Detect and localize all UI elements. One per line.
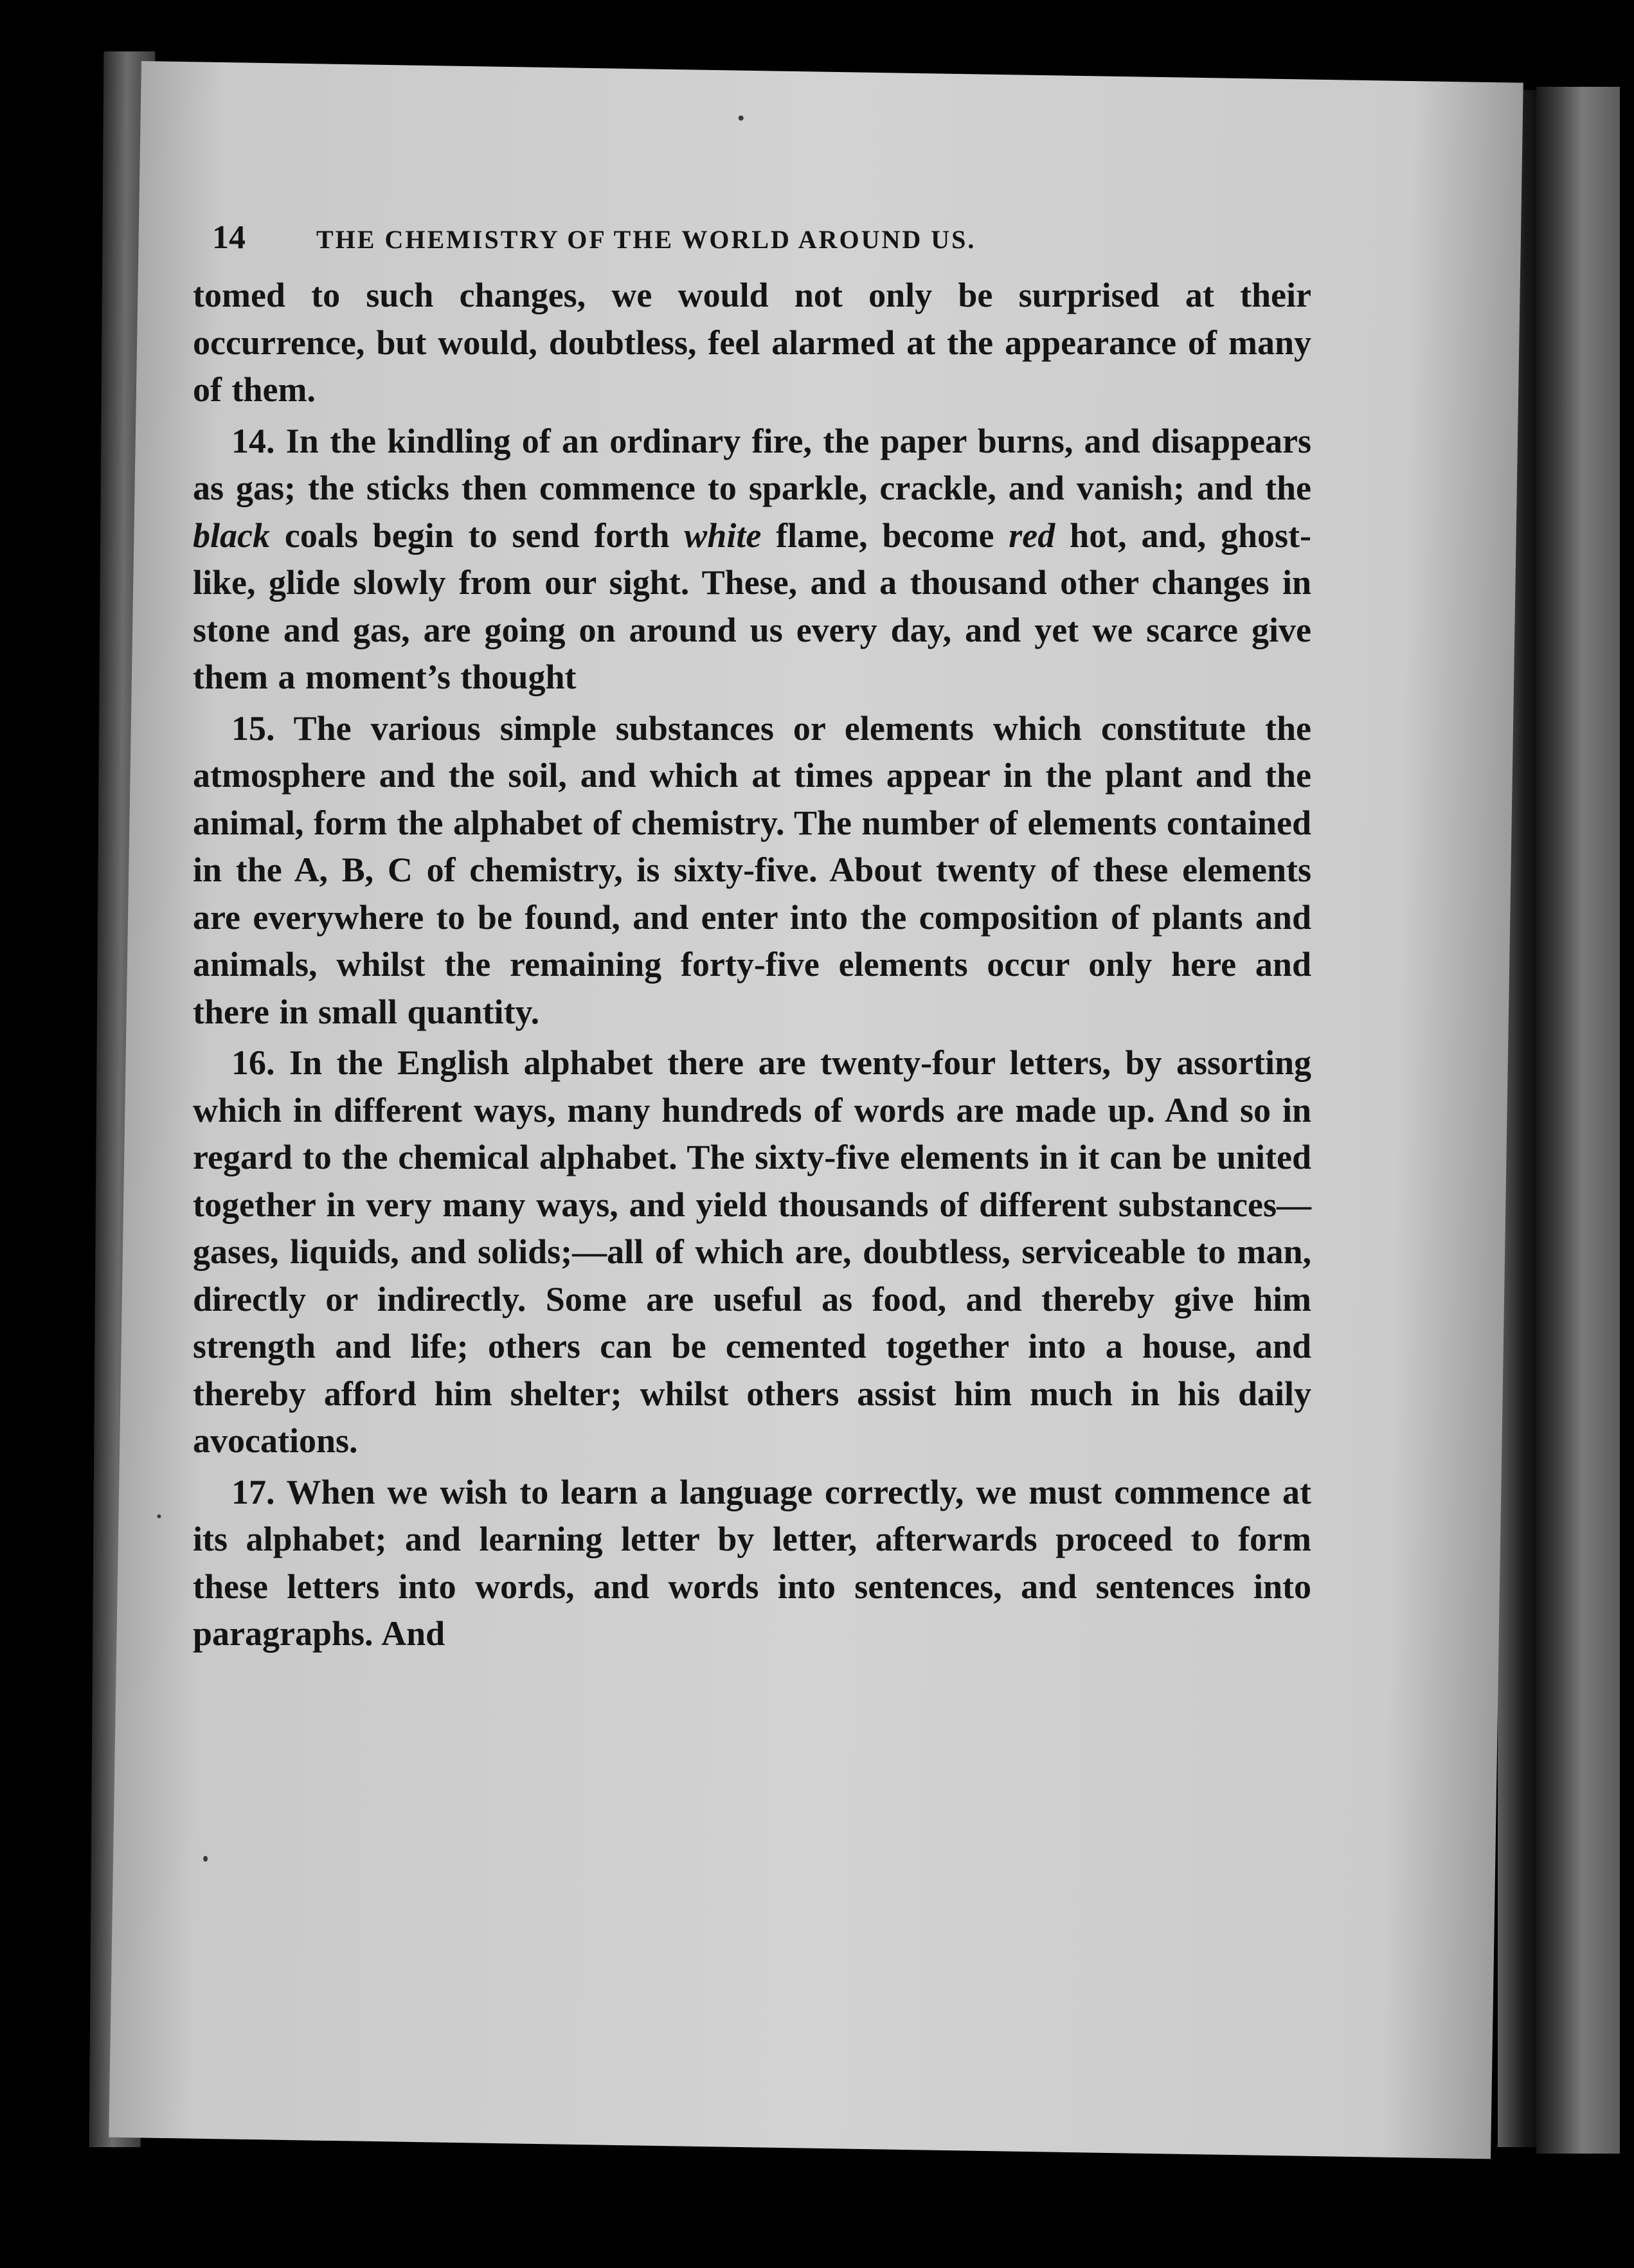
italic-word: black	[193, 516, 270, 555]
running-head	[212, 219, 1311, 256]
numbered-paragraph	[193, 418, 1311, 701]
paragraph-text: coals begin to send forth	[269, 516, 685, 555]
scan-speck	[739, 116, 744, 121]
paragraph-text: 17. When we wish to learn a language correctly, we must commence at its alphabet; and learning letter by letter, afterwards proceed to form these letters into words, and words into sentences, and sentences into paragraphs. And	[193, 1472, 1311, 1653]
page-number: 14	[212, 219, 246, 256]
scan-speck	[203, 1856, 208, 1862]
numbered-paragraph	[193, 1040, 1311, 1465]
paragraph-text: flame, become	[761, 516, 1009, 555]
adjacent-page-edge	[1536, 87, 1620, 2154]
paragraph-text: 14. In the kindling of an ordinary fire, the paper burns, and disappears as gas; the sticks then commence to sparkle, crackle, and vanish; and the	[193, 421, 1311, 507]
paragraph-text: 15. The various simple substances or elements which constitute the atmosphere and the soil, and which at times appear in the plant and the animal, form the alphabet of chemistry. The number of elements contained in the A, B, C of chemistry, is sixty-five. About twenty of these elements are everywhere to be found, and enter into the composition of plants and animals, whilst the remaining forty-five elements occur only here and there in small quantity.	[193, 708, 1311, 1031]
italic-word: red	[1009, 516, 1055, 555]
body-text	[193, 272, 1311, 1658]
numbered-paragraph	[193, 1469, 1311, 1658]
continuation-paragraph	[193, 272, 1311, 414]
page-text	[193, 219, 1311, 1662]
paragraph-text: tomed to such changes, we would not only be surprised at their occurrence, but would, doubtless, feel alarmed at the appearance of many of them.	[193, 276, 1311, 409]
italic-word: white	[684, 516, 762, 555]
scan-speck	[157, 1515, 161, 1518]
paragraph-text: hot, and, ghost-like, glide slowly from our sight. These, and a thousand other changes in stone and gas, are going on around us every day, and yet we scarce give them a moment’s thought	[193, 516, 1312, 696]
paragraph-text: 16. In the English alphabet there are twenty-four letters, by assorting which in different ways, many hundreds of words are made up. And so in regard to the chemical alphabet. The sixty-five elements in it can be united together in very many ways, and yield thousands of different substances—gases, liquids, and solids;—all of which are, doubtless, serviceable to man, directly or indirectly. Some are useful as food, and thereby give him strength and life; others can be cemented together into a house, and thereby afford him shelter; whilst others assist him much in his daily avocations.	[193, 1043, 1311, 1460]
running-head-title: THE CHEMISTRY OF THE WORLD AROUND US.	[316, 225, 976, 254]
numbered-paragraph	[193, 705, 1311, 1036]
